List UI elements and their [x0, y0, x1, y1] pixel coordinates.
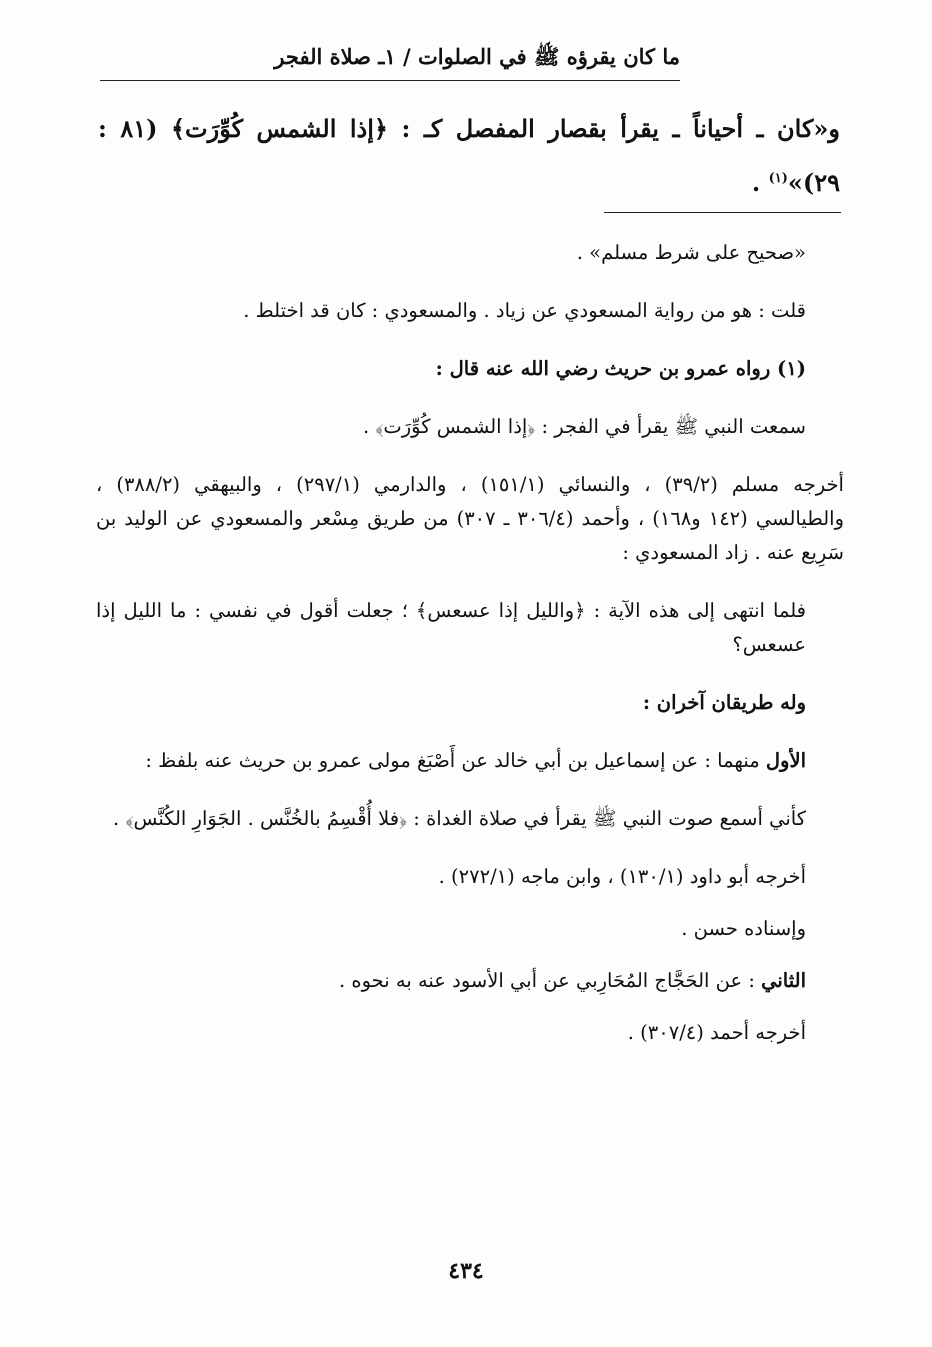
- footnote-paragraph: [96, 744, 844, 778]
- footnote-line: قلت : هو من رواية المسعودي عن زياد . والمسعودي : كان قد اختلط .: [243, 299, 806, 322]
- hadith-text: سمعت النبي ﷺ يقرأ في الفجر : ﴿إذا الشمس كُوِّرَت﴾ .: [362, 415, 806, 438]
- hadith-text: فلما انتهى إلى هذه الآية : ﴿والليل إذا عسعس﴾ ؛ جعلت أقول في نفسي : ما الليل إذا عسعس؟: [96, 599, 806, 656]
- footnote-line: «صحيح على شرط مسلم» .: [576, 241, 806, 264]
- footnote-heading: وله طريقان آخران :: [642, 691, 806, 714]
- footnote-line: أخرجه أبو داود (١٣٠/١) ، وابن ماجه (٢٧٢/١) .: [438, 865, 806, 888]
- footnote-paragraph: أخرجه مسلم (٣٩/٢) ، والنسائي (١٥١/١) ، والدارمي (٢٩٧/١) ، والبيهقي (٣٨٨/٢) ، والطيالسي (١٤٢ و١٦٨) ، وأحمد (٣٠٦/٤ ـ ٣٠٧) من طريق مِسْعر والمسعودي عن الوليد بن سَرِيع عنه . زاد المسعودي :: [96, 473, 844, 564]
- running-header: [100, 44, 680, 81]
- footnote-reference[interactable]: (١): [768, 171, 788, 186]
- footnote-line: وإسناده حسن .: [681, 917, 806, 940]
- hadith-text: كأني أسمع صوت النبي ﷺ يقرأ في صلاة الغداة : ﴿فلا أُقْسِمُ بالخُنَّس . الجَوَارِ الكُنَّس﴾ .: [113, 807, 806, 830]
- footnote-paragraph: [96, 964, 844, 998]
- main-text: [98, 104, 840, 208]
- second-route-label: الثاني: [761, 969, 806, 992]
- first-route-label: الأول: [765, 749, 806, 772]
- footnote-heading: (١) رواه عمرو بن حريث رضي الله عنه قال :: [435, 357, 806, 380]
- footnote-line: أخرجه أحمد (٣٠٧/٤) .: [627, 1021, 806, 1044]
- main-end: .: [751, 168, 769, 197]
- second-route-text: : عن الحَجَّاج المُحَارِبي عن أبي الأسود عنه به نحوه .: [338, 969, 762, 992]
- footnote-separator: [604, 212, 841, 213]
- footnotes: [96, 236, 844, 1068]
- page-number: ٤٣٤: [448, 1258, 484, 1284]
- header-title: ما كان يقرؤه ﷺ في الصلوات / ١ـ صلاة الفجر: [274, 44, 680, 69]
- first-route-text: منهما : عن إسماعيل بن أبي خالد عن أَصْبَغ مولى عمرو بن حريث عنه بلفظ :: [145, 749, 766, 772]
- main-paragraph: و«كان ـ أحياناً ـ يقرأ بقصار المفصل كـ : ﴿إذا الشمس كُوِّرَت﴾ (٨١ : ٢٩)»: [98, 114, 841, 197]
